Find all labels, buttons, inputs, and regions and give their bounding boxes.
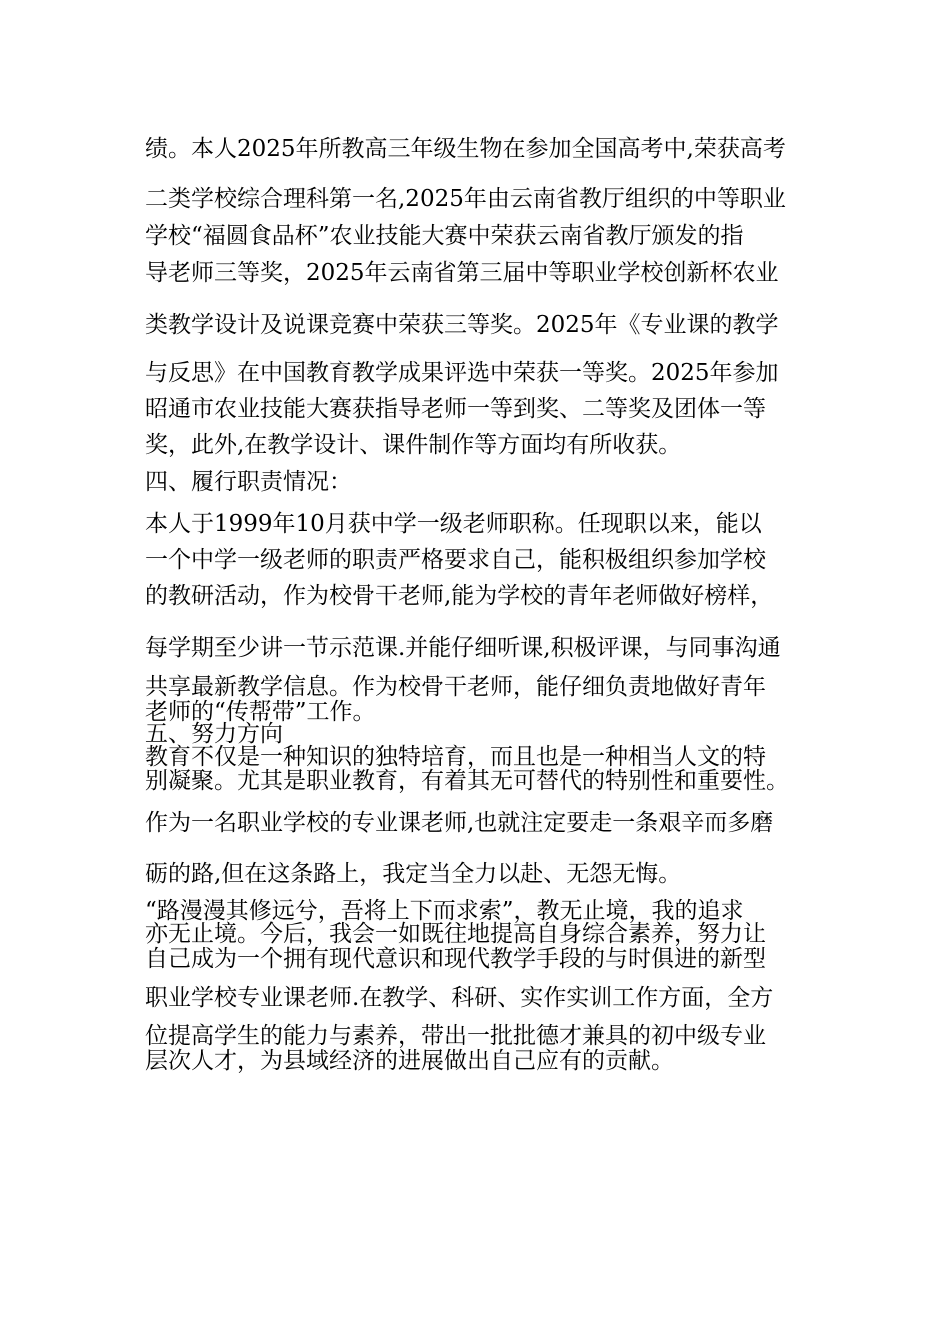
text-line: “路漫漫其修远兮，吾将上下而求索”，教无止境，我的追求 <box>145 898 744 924</box>
text-line: 学校“福圆食品杯”农业技能大赛中荣获云南省教厅颁发的指 <box>145 223 744 249</box>
text-line: 与反思》在中国教育教学成果评选中荣获一等奖。2025年参加 <box>145 360 779 386</box>
text-line: 老师的“传帮带”工作。 <box>145 699 376 725</box>
text-line: 奖，此外,在教学设计、课件制作等方面均有所收获。 <box>145 432 682 458</box>
text-line: 的教研活动，作为校骨干老师,能为学校的青年老师做好榜样， <box>145 583 774 609</box>
text-line: 亦无止境。今后，我会一如既往地提高自身综合素养，努力让 <box>145 921 766 947</box>
text-line: 职业学校专业课老师.在教学、科研、实作实训工作方面，全方 <box>145 985 774 1011</box>
section-heading: 五、努力方向 <box>145 721 283 747</box>
text-line: 位提高学生的能力与素养，带出一批批德才兼具的初中级专业 <box>145 1023 766 1049</box>
text-line: 昭通市农业技能大赛获指导老师一等到奖、二等奖及团体一等 <box>145 396 766 422</box>
text-line: 别凝聚。尤其是职业教育，有着其无可替代的特别性和重要性。 <box>145 768 789 794</box>
text-line: 绩。本人2025年所教高三年级生物在参加全国高考中,荣获高考 <box>145 136 786 162</box>
text-line: 砺的路,但在这条路上，我定当全力以赴、无怨无悔。 <box>145 861 682 887</box>
text-line: 自己成为一个拥有现代意识和现代教学手段的与时俱进的新型 <box>145 946 766 972</box>
text-line: 共享最新教学信息。作为校骨干老师，能仔细负责地做好青年 <box>145 674 766 700</box>
text-line: 作为一名职业学校的专业课老师,也就注定要走一条艰辛而多磨 <box>145 810 774 836</box>
text-line: 教育不仅是一种知识的独特培育，而且也是一种相当人文的特 <box>145 744 766 770</box>
text-line: 类教学设计及说课竞赛中荣获三等奖。2025年《专业课的教学 <box>145 312 779 338</box>
text-line: 二类学校综合理科第一名,2025年由云南省教厅组织的中等职业 <box>145 186 786 212</box>
text-line: 每学期至少讲一节示范课.并能仔细听课,积极评课，与同事沟通 <box>145 635 781 661</box>
section-heading: 四、履行职责情况： <box>145 469 352 495</box>
text-line: 本人于1999年10月获中学一级老师职称。任现职以来，能以 <box>145 511 762 537</box>
text-line: 一个中学一级老师的职责严格要求自己，能积极组织参加学校 <box>145 547 766 573</box>
text-line: 层次人才，为县域经济的进展做出自己应有的贡献。 <box>145 1048 674 1074</box>
text-line: 导老师三等奖，2025年云南省第三届中等职业学校创新杯农业 <box>145 260 779 286</box>
